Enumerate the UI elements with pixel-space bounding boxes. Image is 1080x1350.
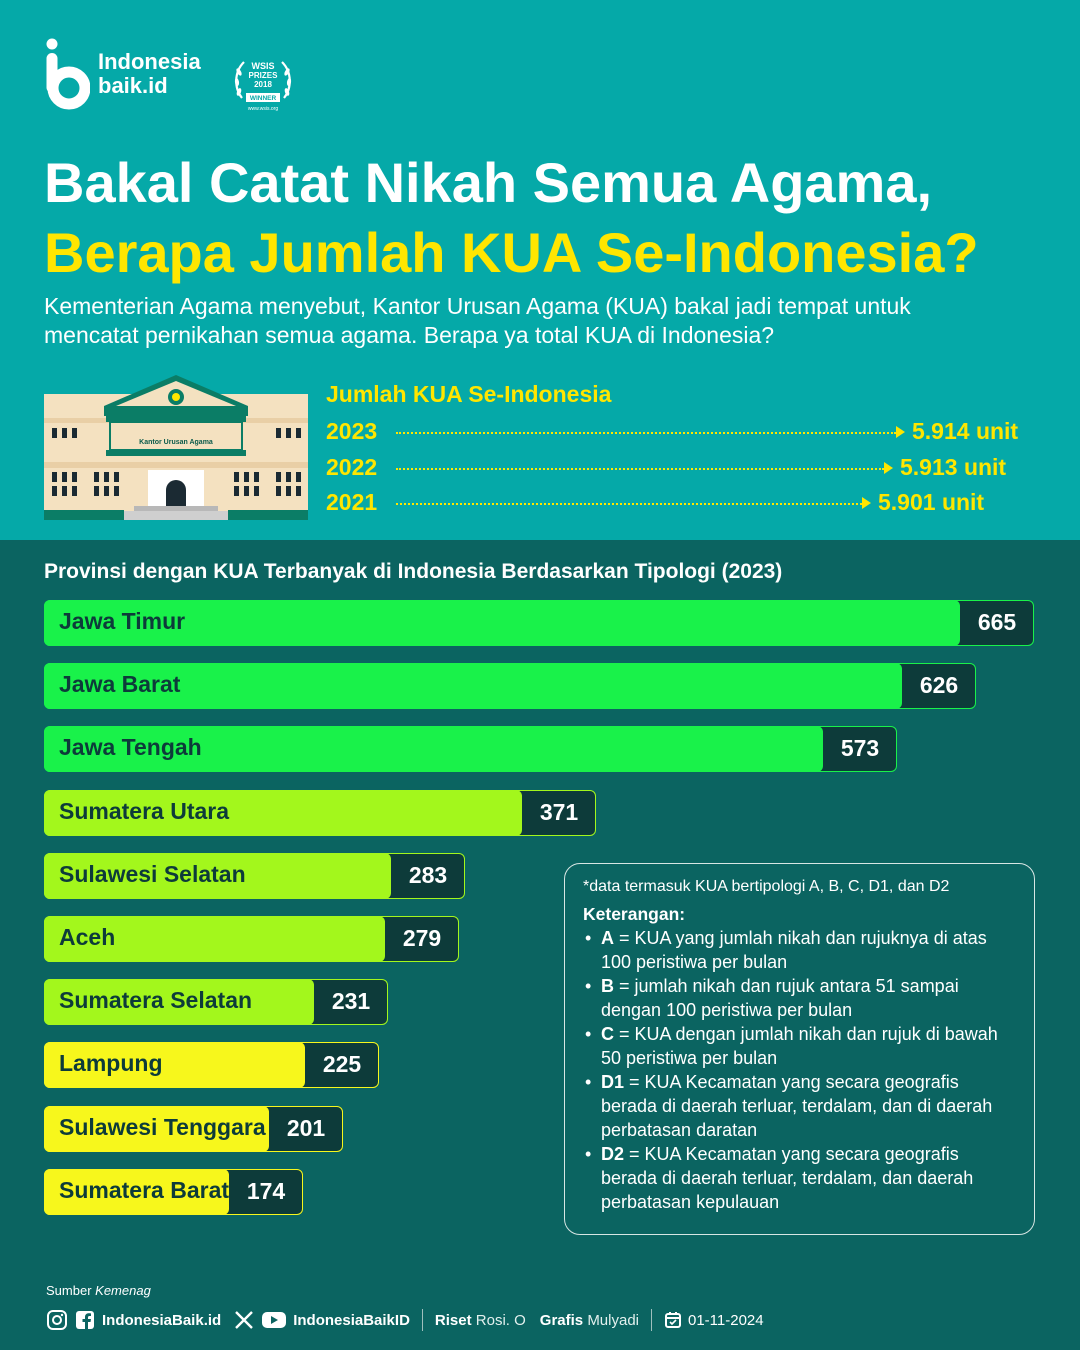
- page-title-line1: Bakal Catat Nikah Semua Agama,: [44, 151, 933, 214]
- legend-item-key: D2: [601, 1144, 625, 1164]
- kua-leader-line: [396, 503, 862, 505]
- youtube-icon[interactable]: [261, 1309, 287, 1331]
- legend-item-text: = KUA Kecamatan yang secara geografis berada di daerah terluar, terdalam, dan daerah perbatasan kepulauan: [601, 1144, 974, 1212]
- footer-divider: [422, 1309, 423, 1331]
- wsis-award-badge: [230, 52, 296, 118]
- bar-row: [44, 726, 897, 772]
- bar-value-label: 283: [408, 862, 448, 888]
- bar-category-label: Lampung: [59, 1050, 163, 1076]
- award-line-5: www.wsis.org: [247, 106, 279, 112]
- bar-category-label: Sulawesi Selatan: [59, 861, 246, 887]
- kua-leader-line: [396, 468, 884, 470]
- legend-item-text: = KUA yang jumlah nikah dan rujuknya di atas 100 peristiwa per bulan: [601, 928, 987, 972]
- award-line-4: WINNER: [249, 95, 277, 102]
- kua-building-illustration: [44, 372, 308, 520]
- kua-total-heading: Jumlah KUA Se-Indonesia: [326, 381, 612, 407]
- calendar-icon: [664, 1311, 682, 1329]
- award-line-1: WSIS: [251, 61, 275, 71]
- legend-item-key: B: [601, 976, 614, 996]
- source-label: Sumber: [46, 1283, 92, 1298]
- legend-item-key: A: [601, 928, 614, 948]
- bar-category-label: Sulawesi Tenggara: [59, 1114, 266, 1140]
- building-sign-text: Kantor Urusan Agama: [139, 439, 213, 446]
- kua-arrow-icon: [862, 497, 871, 509]
- instagram-icon[interactable]: [46, 1309, 68, 1331]
- legend-item-key: C: [601, 1024, 614, 1044]
- legend-item-text: = jumlah nikah dan rujuk antara 51 sampai dengan 100 peristiwa per bulan: [601, 976, 959, 1020]
- bar-category-label: Jawa Barat: [59, 671, 181, 697]
- kua-total-row: [326, 454, 1046, 484]
- brand-logo: [44, 38, 201, 110]
- bar-row: [44, 916, 459, 962]
- kua-leader-line: [396, 432, 896, 434]
- x-twitter-icon[interactable]: [233, 1309, 255, 1331]
- source-credit: [46, 1283, 151, 1298]
- bar-value-label: 279: [402, 925, 442, 951]
- legend-heading: Keterangan:: [583, 904, 686, 924]
- bar-value-label: 665: [977, 609, 1017, 635]
- brand-line1: Indonesia: [98, 49, 201, 74]
- bar-value-label: 201: [286, 1115, 326, 1141]
- bar-value-label: 231: [331, 988, 371, 1014]
- logo-mark-icon: [44, 38, 90, 110]
- legend-item: [583, 926, 1016, 974]
- legend-item-text: = KUA Kecamatan yang secara geografis berada di daerah terluar, terdalam, dan di daerah perbatasan daratan: [601, 1072, 993, 1140]
- kua-year: 2022: [326, 454, 378, 480]
- source-value: Kemenag: [95, 1283, 151, 1298]
- bar-category-label: Sumatera Selatan: [59, 987, 253, 1013]
- legend-item-key: D1: [601, 1072, 625, 1092]
- brand-name: [98, 50, 201, 98]
- bar-value-label: 371: [539, 799, 579, 825]
- kua-arrow-icon: [896, 426, 905, 438]
- kua-total-row: [326, 489, 1046, 519]
- brand-line2: baik.id: [98, 73, 168, 98]
- legend-note: *data termasuk KUA bertipologi A, B, C, D1, dan D2: [583, 878, 950, 895]
- bar-value-label: 573: [840, 735, 880, 761]
- kua-year: 2021: [326, 489, 378, 515]
- page-title-line2: Berapa Jumlah KUA Se-Indonesia?: [44, 221, 979, 284]
- bar-value-label: 174: [246, 1178, 286, 1204]
- bar-category-label: Jawa Timur: [59, 608, 186, 634]
- kua-value: 5.914 unit: [912, 418, 1019, 444]
- bar-row: [44, 853, 465, 899]
- page-subtitle: Kementerian Agama menyebut, Kantor Urusan Agama (KUA) bakal jadi tempat untuk mencatat pernikahan semua agama. Berapa ya total KUA di Indonesia?: [44, 293, 911, 348]
- grafis-value: Mulyadi: [587, 1311, 639, 1329]
- grafis-label: Grafis: [539, 1311, 584, 1329]
- footer-divider: [651, 1309, 652, 1331]
- chart-title: Provinsi dengan KUA Terbanyak di Indonesia Berdasarkan Tipologi (2023): [44, 560, 783, 583]
- kua-arrow-icon: [884, 462, 893, 474]
- bar-row: [44, 600, 1034, 646]
- riset-label: Riset: [434, 1311, 472, 1329]
- bar-row: [44, 1042, 379, 1088]
- bar-category-label: Jawa Tengah: [59, 734, 202, 760]
- legend-item: [583, 1142, 1016, 1214]
- award-line-2: PRIZES: [248, 71, 278, 80]
- bar-row: [44, 790, 596, 836]
- handle-x-youtube[interactable]: IndonesiaBaikID: [293, 1311, 410, 1329]
- bar-row: [44, 1106, 343, 1152]
- legend-item: [583, 1022, 1016, 1070]
- award-line-3: 2018: [254, 80, 272, 89]
- bar-row: [44, 979, 388, 1025]
- facebook-icon[interactable]: [74, 1309, 96, 1331]
- bar-category-label: Aceh: [59, 924, 116, 950]
- legend-item: [583, 1070, 1016, 1142]
- kua-total-row: [326, 418, 1046, 448]
- kua-year: 2023: [326, 418, 378, 444]
- handle-instagram-facebook[interactable]: IndonesiaBaik.id: [102, 1311, 222, 1329]
- bar-value-label: 225: [322, 1051, 362, 1077]
- legend-box: [564, 863, 1035, 1235]
- kua-value: 5.913 unit: [900, 454, 1007, 480]
- bar-category-label: Sumatera Utara: [59, 798, 230, 824]
- kua-value: 5.901 unit: [878, 489, 985, 515]
- bar-row: [44, 663, 976, 709]
- bar-category-label: Sumatera Barat: [59, 1177, 230, 1203]
- bar-row: [44, 1169, 303, 1215]
- footer-bar: [46, 1308, 764, 1332]
- bar-value-label: 626: [919, 672, 959, 698]
- legend-item-text: = KUA dengan jumlah nikah dan rujuk di bawah 50 peristiwa per bulan: [601, 1024, 998, 1068]
- riset-value: Rosi. O: [475, 1311, 526, 1329]
- legend-item: [583, 974, 1016, 1022]
- publish-date: 01-11-2024: [688, 1311, 764, 1329]
- legend-list: [583, 926, 1016, 1214]
